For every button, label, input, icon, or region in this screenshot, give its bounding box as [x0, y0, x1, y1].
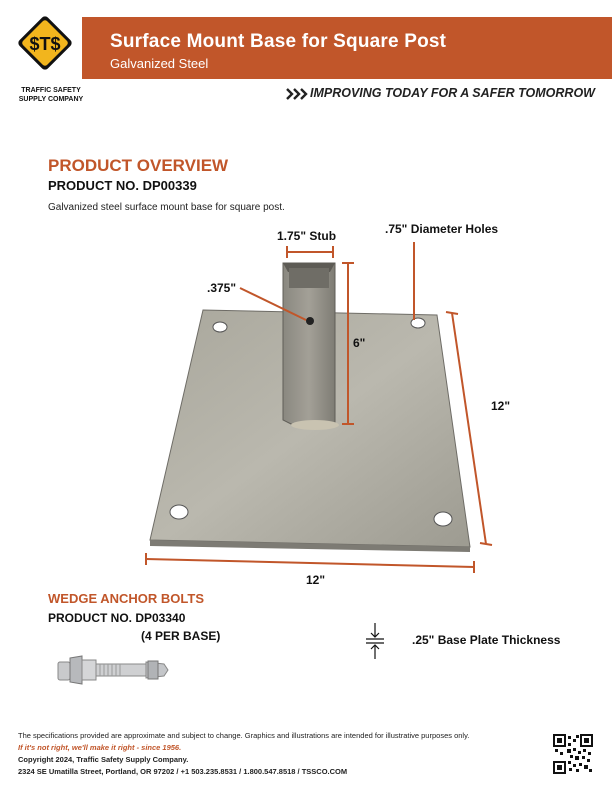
stub-size-label: 1.75" Stub	[277, 229, 337, 243]
brand-name	[8, 86, 94, 104]
plate-thickness-icon	[365, 622, 385, 660]
mount-hole	[213, 322, 227, 332]
company-address: 2324 SE Umatilla Street, Portland, OR 97202 / +1 503.235.8531 / 1.800.547.8518 / TSSCO.COM	[18, 767, 348, 776]
wedge-anchor-bolt-image	[52, 648, 176, 692]
plate-depth-label: 12"	[491, 399, 511, 413]
overview-heading: PRODUCT OVERVIEW	[48, 156, 229, 175]
base-plate-illustration	[130, 220, 510, 580]
sts-logo	[14, 12, 76, 74]
document-subtitle: Galvanized Steel	[110, 56, 209, 71]
plate-thickness-label: .25" Base Plate Thickness	[412, 633, 561, 647]
disclaimer: The specifications provided are approximate and subject to change. Graphics and illustrations are intended for illustrative purposes only.	[18, 731, 470, 740]
plate-width-label: 12"	[306, 573, 326, 587]
brand-line-2: SUPPLY COMPANY	[18, 96, 84, 103]
qr-code	[553, 734, 593, 774]
footer-slogan: If it's not right, we'll make it right - since 1956.	[18, 743, 182, 752]
product-description: Galvanized steel surface mount base for square post.	[48, 202, 285, 213]
document-title: Surface Mount Base for Square Post	[110, 31, 447, 52]
mount-hole	[170, 505, 188, 519]
chevrons-right-icon	[286, 88, 308, 100]
brand-line-1: TRAFFIC SAFETY	[21, 87, 81, 94]
mount-hole	[434, 512, 452, 526]
wedge-anchor-quantity: (4 PER BASE)	[141, 629, 221, 643]
product-number: PRODUCT NO. DP00339	[48, 178, 197, 193]
svg-text:$T$: $T$	[29, 34, 61, 54]
stub-height-label: 6"	[353, 336, 366, 350]
tagline: IMPROVING TODAY FOR A SAFER TOMORROW	[310, 86, 595, 100]
hole-diameter-label: .75" Diameter Holes	[385, 222, 499, 236]
bolt-hole-label: .375"	[207, 281, 237, 295]
wedge-anchor-heading: WEDGE ANCHOR BOLTS	[48, 591, 204, 606]
wedge-anchor-product-number: PRODUCT NO. DP03340	[48, 611, 186, 625]
copyright: Copyright 2024, Traffic Safety Supply Company.	[18, 755, 189, 764]
